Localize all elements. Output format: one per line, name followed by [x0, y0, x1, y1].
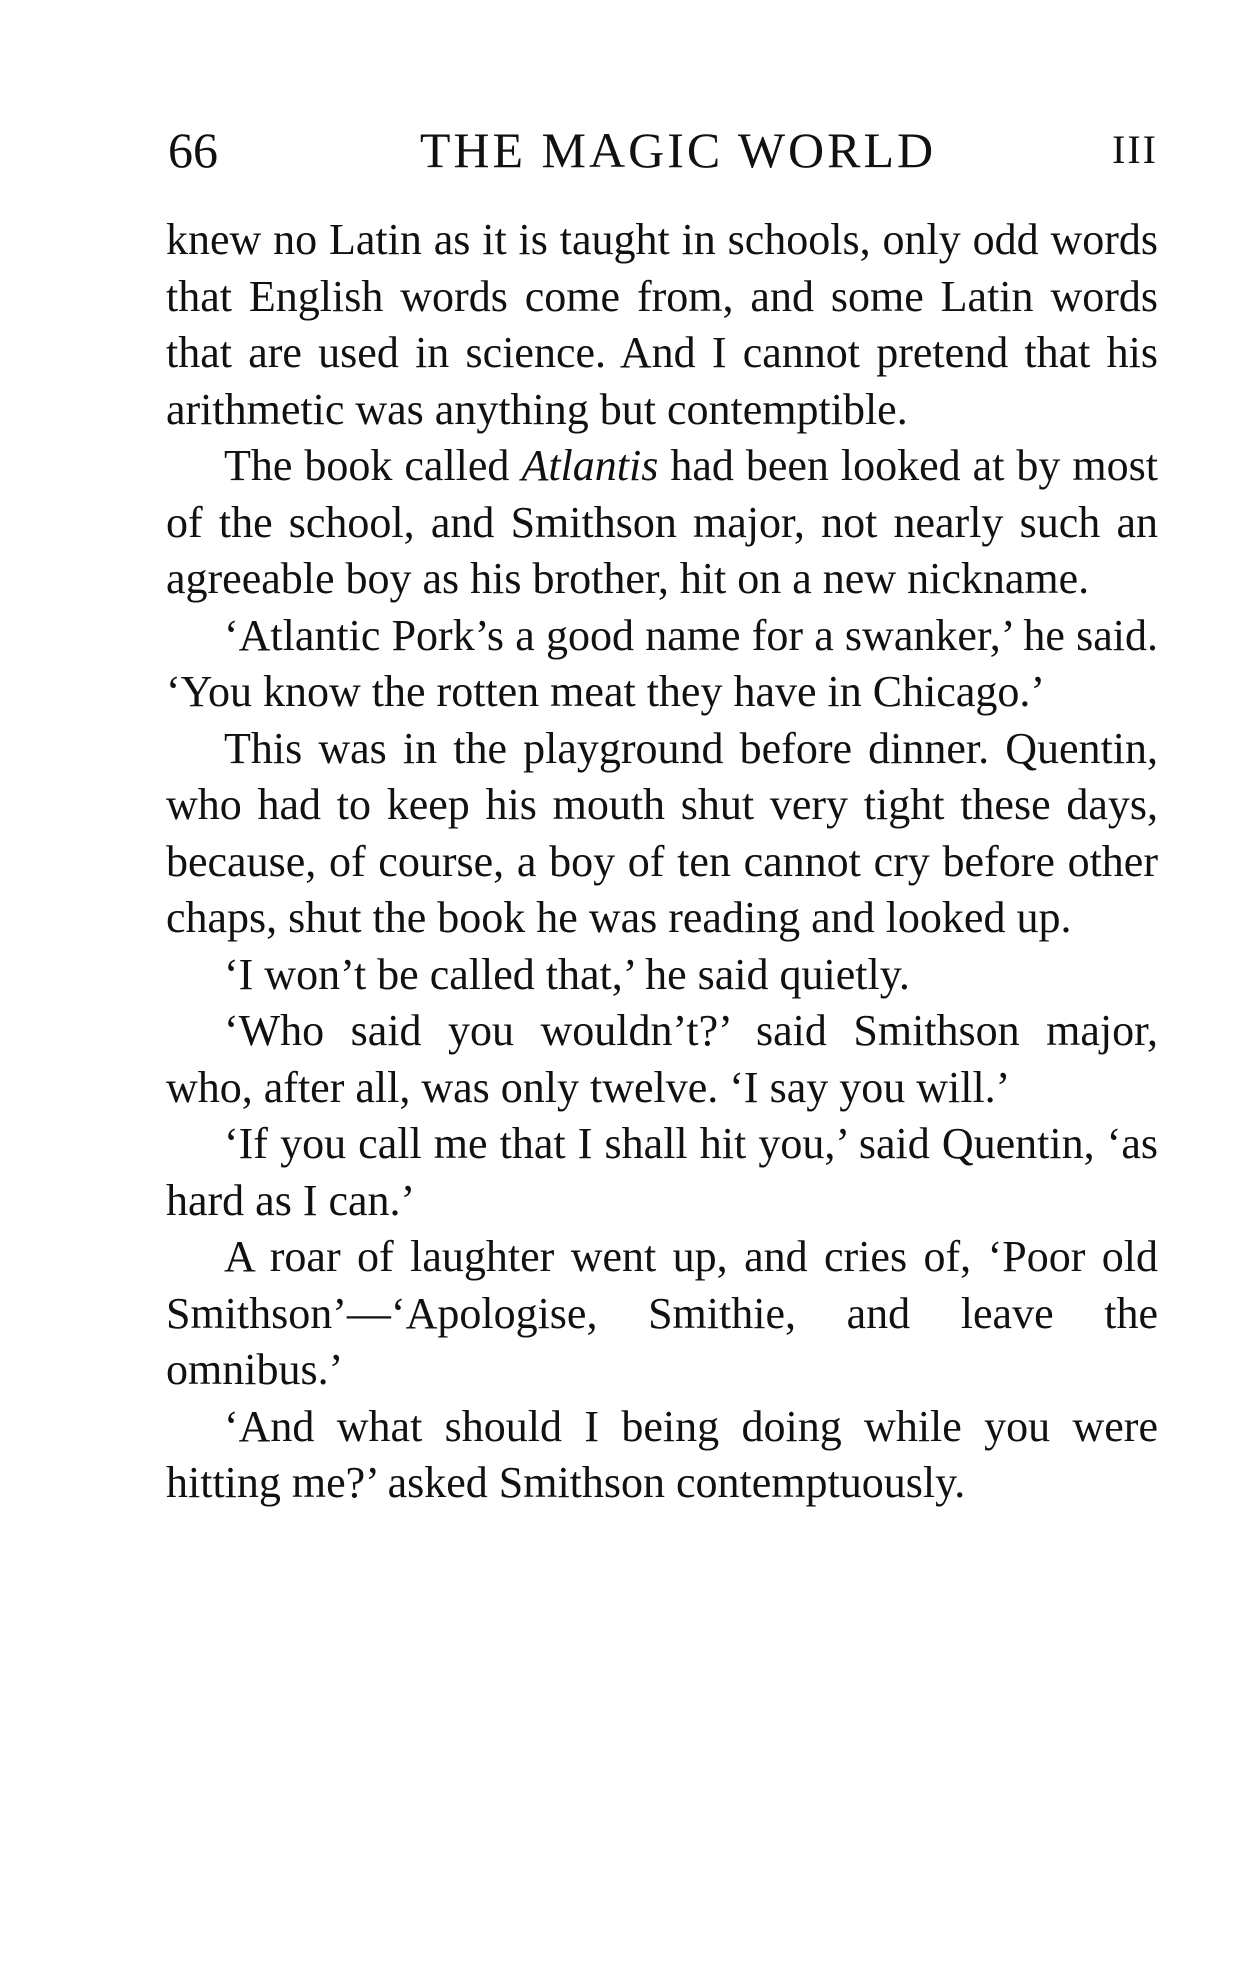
running-head — [168, 118, 1158, 182]
book-title-italic: Atlantis — [521, 441, 659, 490]
paragraph-1: knew no Latin as it is taught in schools, only odd words that English words come from, and some Latin words that are used in science. And I cannot pretend that his arithmetic was anything but contemptible. — [166, 215, 1158, 434]
paragraph-4: This was in the playground before dinner. Quentin, who had to keep his mouth shut very tight these days, because, of course, a boy of ten cannot cry before other chaps, shut the book he was reading and looked up. — [166, 723, 1158, 942]
paragraph-6: ‘Who said you wouldn’t?’ said Smithson major, who, after all, was only twelve. ‘I say you will.’ — [166, 1006, 1158, 1112]
paragraph-7: ‘If you call me that I shall hit you,’ said Quentin, ‘as hard as I can.’ — [166, 1119, 1158, 1225]
paragraph-9: ‘And what should I being doing while you were hitting me?’ asked Smithson contemptuously. — [166, 1401, 1158, 1507]
paragraph-3: ‘Atlantic Pork’s a good name for a swanker,’ he said. ‘You know the rotten meat they have in Chicago.’ — [166, 610, 1158, 716]
paragraph-2-after: had been looked at by most of the school, and Smithson major, not nearly such an agreeable boy as his brother, hit on a new nickname. — [166, 441, 1158, 603]
body-text — [166, 212, 1158, 1512]
page-title: THE MAGIC WORLD — [419, 122, 937, 178]
paragraph-8: A roar of laughter went up, and cries of, ‘Poor old Smithson’—‘Apologise, Smithie, and leave the omnibus.’ — [166, 1232, 1158, 1394]
paragraph-5: ‘I won’t be called that,’ he said quietly. — [224, 949, 910, 999]
paragraph-2-before: The book called — [224, 441, 522, 490]
chapter-number: III — [1112, 127, 1158, 172]
page-number: 66 — [168, 122, 218, 178]
paragraph-2 — [166, 438, 1158, 608]
